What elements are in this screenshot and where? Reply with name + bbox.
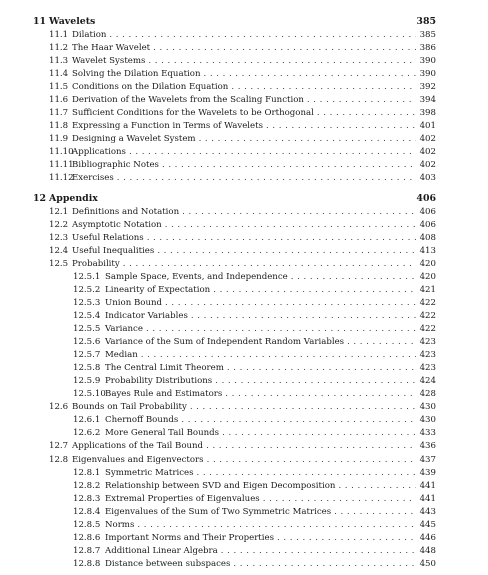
subsection-entry[interactable] <box>73 545 436 558</box>
subsection-entry[interactable] <box>73 532 436 545</box>
dot-leader <box>181 414 416 427</box>
chapter-title: Wavelets <box>49 16 96 27</box>
section-page-number: 390 <box>419 55 436 66</box>
section-number: 11.1 <box>49 29 69 40</box>
subsection-entry[interactable] <box>73 349 436 362</box>
section-page-number: 413 <box>419 245 436 256</box>
dot-leader <box>347 336 416 349</box>
dot-leader <box>141 349 416 362</box>
dot-leader <box>233 558 416 571</box>
section-title: Useful Inequalities <box>72 245 155 256</box>
subsection-page-number: 424 <box>419 376 436 387</box>
subsection-page-number: 421 <box>419 284 436 295</box>
section-title: Definitions and Notation <box>72 206 180 217</box>
dot-leader <box>191 310 416 323</box>
dot-leader <box>277 532 416 545</box>
subsection-page-number: 430 <box>419 415 436 426</box>
dot-leader <box>123 258 416 271</box>
subsection-page-number: 428 <box>419 389 436 400</box>
section-number: 11.4 <box>49 68 69 79</box>
dot-leader <box>203 68 416 81</box>
section-page-number: 430 <box>419 402 436 413</box>
section-title: Sufficient Conditions for the Wavelets to be Orthogonal <box>72 107 314 118</box>
section-title: Asymptotic Notation <box>72 219 162 230</box>
subsection-number: 12.5.2 <box>73 284 101 295</box>
subsection-entry[interactable] <box>73 480 436 493</box>
subsection-page-number: 423 <box>419 337 436 348</box>
subsection-entry[interactable] <box>73 558 436 571</box>
subsection-number: 12.8.3 <box>73 493 101 504</box>
section-title: Conditions on the Dilation Equation <box>72 81 229 92</box>
subsection-number: 12.5.10 <box>73 389 106 400</box>
subsection-title: Linearity of Expectation <box>105 284 211 295</box>
dot-leader <box>227 362 416 375</box>
dot-leader <box>207 454 416 467</box>
subsection-page-number: 443 <box>419 506 436 517</box>
section-page-number: 437 <box>419 454 436 465</box>
subsection-number: 12.6.2 <box>73 428 101 439</box>
subsection-number: 12.5.9 <box>73 376 101 387</box>
subsection-entry[interactable] <box>73 427 436 440</box>
dot-leader <box>225 388 416 401</box>
chapter-page-number: 406 <box>416 193 436 204</box>
dot-leader <box>266 120 416 133</box>
section-entry[interactable] <box>49 120 436 133</box>
dot-leader <box>137 519 416 532</box>
subsection-entry[interactable] <box>73 493 436 506</box>
section-page-number: 398 <box>419 107 436 118</box>
section-title: Probability <box>72 258 120 269</box>
subsection-number: 12.8.2 <box>73 480 101 491</box>
section-entry[interactable] <box>49 133 436 146</box>
section-title: Expressing a Function in Terms of Wavelets <box>72 120 263 131</box>
subsection-number: 12.5.1 <box>73 271 101 282</box>
subsection-number: 12.5.3 <box>73 297 101 308</box>
section-title: Applications of the Tail Bound <box>72 441 204 452</box>
subsection-number: 12.8.5 <box>73 519 101 530</box>
section-title: Designing a Wavelet System <box>72 133 196 144</box>
section-entry[interactable] <box>49 206 436 219</box>
section-number: 11.11 <box>49 160 74 171</box>
subsection-title: The Central Limit Theorem <box>105 363 224 374</box>
dot-leader <box>165 219 416 232</box>
subsection-entry[interactable] <box>73 310 436 323</box>
subsection-page-number: 446 <box>419 532 436 543</box>
subsection-title: Chernoff Bounds <box>105 415 179 426</box>
chapter-number: 12 <box>33 193 47 204</box>
subsection-number: 12.6.1 <box>73 415 101 426</box>
subsection-number: 12.5.5 <box>73 324 101 334</box>
section-page-number: 401 <box>419 120 436 131</box>
chapter-page-number: 385 <box>416 16 436 27</box>
section-entry[interactable] <box>49 55 436 68</box>
subsection-page-number: 439 <box>419 467 436 478</box>
subsection-title: Symmetric Matrices <box>105 467 194 478</box>
subsection-page-number: 450 <box>419 558 436 569</box>
section-page-number: 420 <box>419 258 436 269</box>
subsection-page-number: 422 <box>419 297 436 308</box>
section-entry[interactable] <box>49 258 436 271</box>
subsection-page-number: 448 <box>419 545 436 556</box>
section-entry[interactable] <box>49 107 436 120</box>
subsection-title: Distance between subspaces <box>105 558 231 569</box>
chapter-entry[interactable] <box>33 15 436 28</box>
dot-leader <box>182 206 416 219</box>
subsection-entry[interactable] <box>73 362 436 375</box>
subsection-entry[interactable] <box>73 519 436 532</box>
section-number: 12.8 <box>49 454 69 465</box>
subsection-entry[interactable] <box>73 467 436 480</box>
subsection-entry[interactable] <box>73 336 436 349</box>
section-number: 11.8 <box>49 120 69 131</box>
subsection-title: Variance <box>105 324 143 334</box>
subsection-number: 12.5.4 <box>73 310 101 321</box>
subsection-page-number: 441 <box>419 493 436 504</box>
section-page-number: 403 <box>419 173 436 184</box>
subsection-title: Union Bound <box>105 297 163 308</box>
section-entry[interactable] <box>49 232 436 245</box>
section-entry[interactable] <box>49 94 436 107</box>
subsection-entry[interactable] <box>73 323 436 336</box>
section-entry[interactable] <box>49 245 436 258</box>
section-page-number: 392 <box>419 81 436 92</box>
dot-leader <box>231 81 416 94</box>
subsection-title: Eigenvalues of the Sum of Two Symmetric Matrices <box>105 506 332 517</box>
subsection-title: Sample Space, Events, and Independence <box>105 271 288 282</box>
dot-leader <box>291 271 416 284</box>
section-entry[interactable] <box>49 454 436 467</box>
section-page-number: 408 <box>419 232 436 243</box>
subsection-page-number: 420 <box>419 271 436 282</box>
section-number: 12.7 <box>49 441 69 452</box>
dot-leader <box>157 245 416 258</box>
subsection-number: 12.8.4 <box>73 506 101 517</box>
subsection-title: Important Norms and Their Properties <box>105 532 275 543</box>
section-entry[interactable] <box>49 29 436 42</box>
section-entry[interactable] <box>49 42 436 55</box>
subsection-number: 12.5.8 <box>73 363 101 374</box>
subsection-entry[interactable] <box>73 284 436 297</box>
section-page-number: 394 <box>419 94 436 105</box>
section-page-number: 402 <box>419 133 436 144</box>
section-entry[interactable] <box>49 146 436 159</box>
section-entry[interactable] <box>49 219 436 232</box>
chapter-title: Appendix <box>49 193 98 204</box>
dot-leader <box>222 427 416 440</box>
section-number: 11.10 <box>49 147 74 157</box>
section-number: 11.5 <box>49 81 69 92</box>
dot-leader <box>221 545 416 558</box>
subsection-number: 12.5.7 <box>73 350 101 361</box>
subsection-title: Indicator Variables <box>105 310 188 321</box>
dot-leader <box>162 159 416 172</box>
dot-leader <box>190 401 416 414</box>
section-page-number: 436 <box>419 441 436 452</box>
dot-leader <box>197 467 416 480</box>
subsection-title: Variance of the Sum of Independent Random Variables <box>105 337 345 348</box>
section-title: Dilation <box>72 29 107 40</box>
section-number: 11.7 <box>49 107 69 118</box>
subsection-entry[interactable] <box>73 388 436 401</box>
subsection-entry[interactable] <box>73 271 436 284</box>
section-title: Useful Relations <box>72 232 144 243</box>
section-title: Derivation of the Wavelets from the Scaling Function <box>72 94 304 105</box>
subsection-page-number: 423 <box>419 363 436 374</box>
subsection-page-number: 433 <box>419 428 436 439</box>
section-number: 11.9 <box>49 133 69 144</box>
section-title: Eigenvalues and Eigenvectors <box>72 454 204 465</box>
section-number: 11.3 <box>49 55 69 66</box>
section-title: The Haar Wavelet <box>72 42 151 53</box>
section-number: 11.12 <box>49 173 74 184</box>
subsection-title: Bayes Rule and Estimators <box>105 389 223 400</box>
subsection-page-number: 423 <box>419 350 436 361</box>
section-page-number: 386 <box>419 42 436 53</box>
section-entry[interactable] <box>49 440 436 453</box>
section-entry[interactable] <box>49 172 436 185</box>
section-number: 12.5 <box>49 258 69 269</box>
section-number: 11.6 <box>49 94 69 105</box>
subsection-title: Relationship between SVD and Eigen Decomposition <box>105 480 336 491</box>
subsection-title: Additional Linear Algebra <box>105 545 218 556</box>
dot-leader <box>147 232 416 245</box>
dot-leader <box>117 172 416 185</box>
dot-leader <box>199 133 416 146</box>
dot-leader <box>215 375 416 388</box>
section-page-number: 385 <box>419 29 436 40</box>
section-number: 12.1 <box>49 206 69 217</box>
section-number: 11.2 <box>49 42 69 53</box>
section-entry[interactable] <box>49 81 436 94</box>
section-title: Applications <box>72 147 126 157</box>
dot-leader <box>307 94 416 107</box>
section-page-number: 406 <box>419 219 436 230</box>
subsection-entry[interactable] <box>73 297 436 310</box>
section-title: Exercises <box>72 173 114 184</box>
subsection-entry[interactable] <box>73 414 436 427</box>
section-entry[interactable] <box>49 159 436 172</box>
dot-leader <box>146 323 416 336</box>
subsection-number: 12.8.7 <box>73 545 101 556</box>
subsection-number: 12.8.6 <box>73 532 101 543</box>
chapter-number: 11 <box>33 16 47 27</box>
subsection-page-number: 441 <box>419 480 436 491</box>
section-entry[interactable] <box>49 401 436 414</box>
dot-leader <box>109 29 416 42</box>
dot-leader <box>263 493 416 506</box>
section-title: Bibliographic Notes <box>72 160 159 171</box>
subsection-title: More General Tail Bounds <box>105 428 220 439</box>
subsection-page-number: 445 <box>419 519 436 530</box>
subsection-title: Probability Distributions <box>105 376 213 387</box>
subsection-entry[interactable] <box>73 506 436 519</box>
subsection-title: Norms <box>105 519 135 530</box>
dot-leader <box>338 480 416 493</box>
subsection-page-number: 422 <box>419 324 436 334</box>
section-number: 12.2 <box>49 219 69 230</box>
dot-leader <box>165 297 416 310</box>
subsection-title: Median <box>105 350 138 361</box>
chapter-entry[interactable] <box>33 192 436 205</box>
subsection-entry[interactable] <box>73 375 436 388</box>
subsection-title: Extremal Properties of Eigenvalues <box>105 493 260 504</box>
section-title: Bounds on Tail Probability <box>72 402 187 413</box>
dot-leader <box>317 107 416 120</box>
subsection-number: 12.8.8 <box>73 558 101 569</box>
subsection-page-number: 422 <box>419 310 436 321</box>
section-number: 12.3 <box>49 232 69 243</box>
dot-leader <box>148 55 416 68</box>
dot-leader <box>153 42 416 55</box>
section-page-number: 390 <box>419 68 436 79</box>
dot-leader <box>334 506 416 519</box>
dot-leader <box>213 284 416 297</box>
dot-leader <box>206 440 416 453</box>
dot-leader <box>129 146 416 159</box>
section-title: Wavelet Systems <box>72 55 146 66</box>
section-number: 12.4 <box>49 245 69 256</box>
section-page-number: 406 <box>419 206 436 217</box>
section-number: 12.6 <box>49 402 69 413</box>
section-page-number: 402 <box>419 147 436 157</box>
section-page-number: 402 <box>419 160 436 171</box>
subsection-number: 12.8.1 <box>73 467 101 478</box>
section-entry[interactable] <box>49 68 436 81</box>
subsection-number: 12.5.6 <box>73 337 101 348</box>
section-title: Solving the Dilation Equation <box>72 68 201 79</box>
